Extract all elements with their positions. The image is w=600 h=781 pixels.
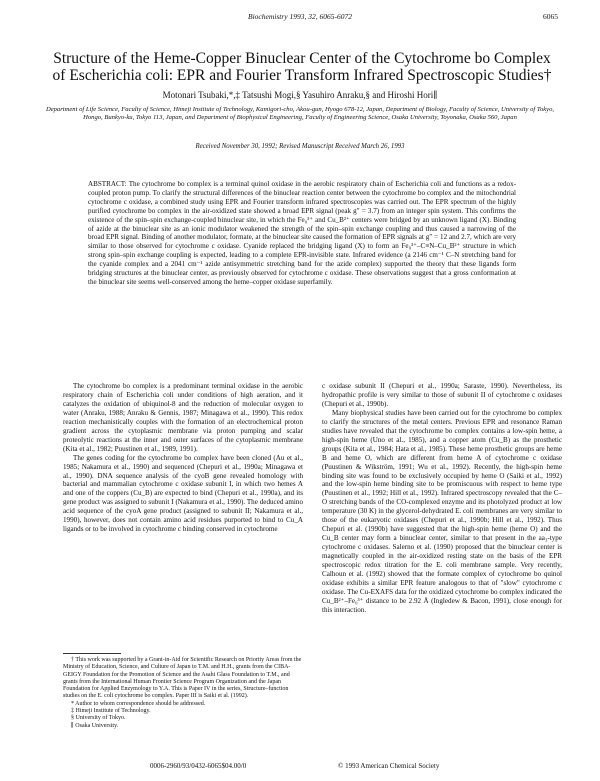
abstract-text: The cytochrome bo complex is a terminal quinol oxidase in the aerobic respiratory chain of Escherichia coli and functions as a redox-coupled proton pump. To clarify the structural differences of the binuclear reaction center between the cytochrome bo complex and the mitochondrial cytochrome c oxidase, a combined study using EPR and Fourier transform infrared spectroscopies was carried out. The EPR spectrum of the highly purified cytochrome bo complex in the air-oxidized state showed a broad EPR signal (peak g″ = 3.7) from an integer spin system. This confirms the existence of the spin–spin exchange-coupled binuclear site, in which the Fe₀³⁺ and Cu_B²⁺ centers were bridged by an unknown ligand (X). Binding of azide at the binuclear site as an ionic modulator weakened the strength of the spin–spin exchange coupling and thus caused a narrowing of the broad EPR signal. Binding of another modulator, formate, at the binuclear site caused the formation of EPR signals at g″ = 12 and 2.7, which are very similar to those observed for cytochrome c oxidase. Cyanide replaced the bridging ligand (X) to form an Fe₀³⁺–C≡N–Cu_B²⁺ structure in which strong spin–spin exchange coupling is expected, leading to a complete EPR-invisible state. Infrared evidence (a 2146 cm⁻¹ C–N stretching band for the cyanide complex and a 2041 cm⁻¹ azide antisymmetric stretching band for the azide complex) supported the theory that these ligands form bridging structures at the binuclear center, as previously observed for cytochrome c oxidase. These observations suggest that a gross conformation at the binuclear site seems well-conserved among the heme–copper oxidase superfamily.	[88, 180, 516, 286]
copyright-notice: © 1993 American Chemical Society	[338, 762, 440, 770]
page-number: 6065	[543, 12, 558, 21]
footnote-funding: † This work was supported by a Grant-in-Aid for Scientific Research on Priority Areas from the Ministry of Education, Science, and Culture of Japan to T.M. and H.H., grants from the CIBA-GEIGY Foundation for the Promotion of Science and the Asahi Glass Foundation to T.M., and grants from the International Human Frontier Science Program Organization and the Japan Foundation for Applied Enzymology to Y.A. This is Paper IV in the series, Structure–function studies on the E. coli cytochrome bo complex. Paper III is Saiki et al. (1992).	[63, 657, 302, 700]
received-dates: Received November 30, 1992; Revised Manuscript Received March 26, 1993	[195, 143, 405, 150]
footnote-affil-himeji: ‡ Himeji Institute of Technology.	[71, 708, 151, 715]
body-paragraph: c oxidase subunit II (Chepuri et al., 1990a; Saraste, 1990). Nevertheless, its hydropathic profile is very similar to those of subunit II of cytochrome c oxidases (Chepuri et al., 1990b).	[322, 382, 562, 408]
footnote-affil-osaka: ∥ Osaka University.	[71, 722, 119, 729]
body-paragraph: Many biophysical studies have been carried out for the cytochrome bo complex to clarify the structures of the metal centers. Previous EPR and resonance Raman studies have revealed that the cytochrome bo complex contains a low-spin heme, a high-spin heme (Uno et al., 1985), and a copper atom (Cu_B) as the prosthetic groups (Kita et al., 1984; Hata et al., 1985). These heme prosthetic groups are heme B and heme O, which are different from heme A of cytochrome c oxidase (Puustinen & Wikström, 1991; Wu et al., 1992). Recently, the high-spin heme binding site was found to be exclusively occupied by heme O (Saiki et al., 1992) and the low-spin heme binding site to be promiscuous with respect to heme type (Puustinen et al., 1992; Hill et al., 1992). Infrared spectroscopy revealed that the C–O stretching bands of the CO-complexed enzyme and its photolyzed product at low temperature (30 K) in the glycerol-dehydrated E. coli membranes are very similar to those of the eukaryotic oxidases (Chepuri et al., 1990b; Hill et al., 1992). Thus Chepuri et al. (1990b) have suggested that the high-spin heme (heme O) and the Cu_B center may form a binuclear center, similar to that present in the aa₃-type cytochrome c oxidases. Salerno et al. (1990) proposed that the binuclear center is magnetically coupled in the air-oxidized resting state on the basis of the EPR spectroscopic redox titration for the E. coli membrane sample. Very recently, Calhoun et al. (1992) showed that the formate complex of cytochrome bo quinol oxidase exhibits a similar EPR feature analogous to that of "slow" cytochrome c oxidase. The Cu-EXAFS data for the oxidized cytochrome bo complex indicated the Cu_B²⁺–Fe₀³⁺ distance to be 2.92 Å (Ingledew & Bacon, 1991), close enough for this interaction.	[322, 408, 562, 614]
running-head	[0, 12, 600, 26]
footnote-correspondence: * Author to whom correspondence should be addressed.	[71, 700, 206, 707]
author-list: Motonari Tsubaki,*,‡ Tatsushi Mogi,§ Yasuhiro Anraku,§ and Hiroshi Hori∥	[162, 90, 438, 100]
article-title: Structure of the Heme-Copper Binuclear Center of the Cytochrome bo Complex of Escherichia coli: EPR and Fourier Transform Infrared Spectroscopic Studies†	[52, 50, 552, 85]
body-paragraph: The cytochrome bo complex is a predominant terminal oxidase in the aerobic respiratory chain of Escherichia coli under conditions of high aeration, and it catalyzes the oxidation of ubiquinol-8 and the reduction of molecular oxygen to water (Anraku, 1988; Anraku & Gennis, 1987; Minagawa et al., 1990). This redox reaction mechanistically couples with the formation of an electrochemical proton gradient across the cytoplasmic membrane via proton pumping and scalar proteolytic reactions at the inner and outer surfaces of the cytoplasmic membrane (Kita et al., 1982; Puustinen et al., 1989, 1991).	[63, 382, 303, 453]
footnote-divider	[63, 653, 121, 654]
footnote-affil-tokyo: § University of Tokyo.	[71, 715, 126, 722]
body-column-right	[322, 382, 562, 615]
journal-citation: Biochemistry 1993, 32, 6065-6072	[248, 12, 352, 21]
abstract	[88, 180, 516, 287]
body-column-left	[63, 382, 303, 534]
footnotes	[63, 657, 303, 730]
affiliations: Department of Life Science, Faculty of Science, Himeji Institute of Technology, Kamigori-cho, Akou-gun, Hyogo 678-12, Japan, Department of Biology, Faculty of Science, University of Tokyo, Hongo, Bunkyo-ku, Tokyo 113, Japan, and Department of Biophysical Engineering, Faculty of Engineering Science, Osaka University, Toyonaka, Osaka 560, Japan	[45, 106, 555, 122]
price-code: 0006-2960/93/0432-6065$04.00/0	[150, 762, 247, 770]
body-paragraph: The genes coding for the cytochrome bo complex have been cloned (Au et al., 1985; Nakamura et al., 1990) and sequenced (Chepuri et al., 1990a; Minagawa et al., 1990). DNA sequence analysis of the cyoB gene revealed homology with bacterial and mammalian cytochrome c oxidase subunit I, in which two hemes A and one of the coppers (Cu_B) are expected to bind (Chepuri et al., 1990a), and its gene product was assigned to subunit I (Nakamura et al., 1990). The deduced amino acid sequence of the cyoA gene product (assigned to subunit II; Nakamura et al., 1990), however, does not contain amino acid residues purported to bind to Cu_A ligands or to be involved in cytochrome c binding conserved in cytochrome	[63, 453, 303, 534]
abstract-label: ABSTRACT:	[88, 180, 127, 188]
